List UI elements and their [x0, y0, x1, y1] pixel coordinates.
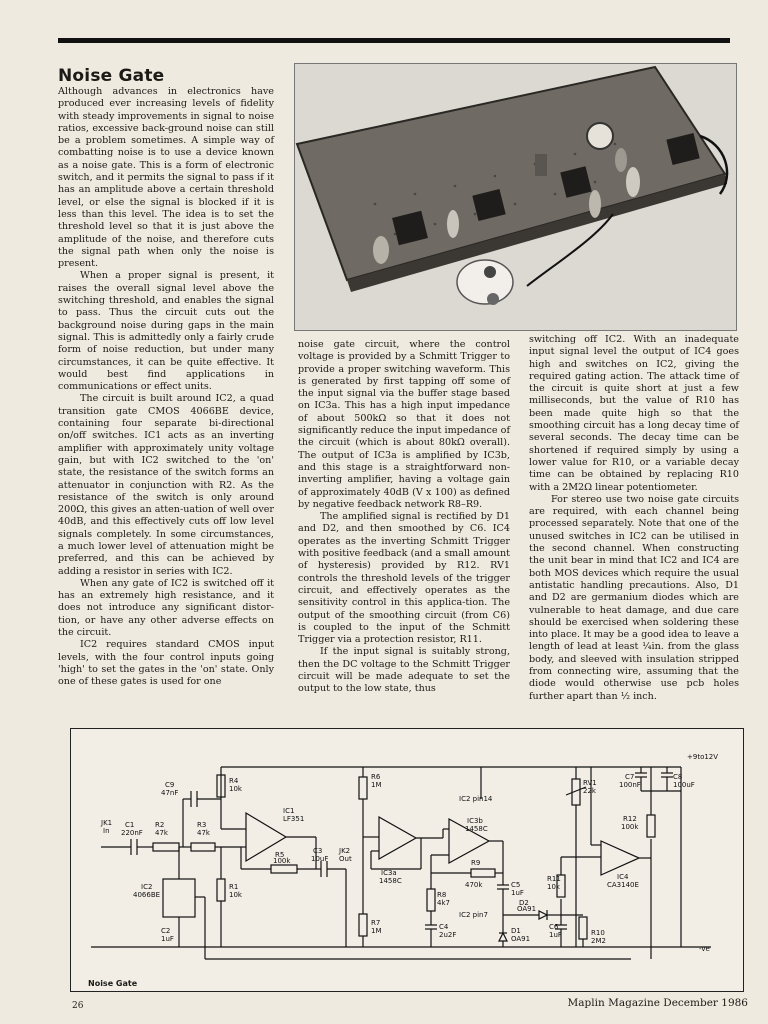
- article-title: Noise Gate: [58, 66, 165, 86]
- paragraph: IC2 requires standard CMOS input levels, with the four control inputs going 'high' to set the gates in the 'on' state. Only one of these gates is used for one: [58, 639, 274, 688]
- label: C9: [165, 781, 175, 789]
- label: In: [103, 827, 110, 835]
- label: R6: [371, 773, 381, 781]
- label: IC2 pin14: [459, 795, 493, 803]
- label: 100k: [273, 857, 291, 865]
- label: 1M: [371, 927, 382, 935]
- label: OA91: [511, 935, 531, 943]
- label: 100uF: [673, 781, 695, 789]
- label: R4: [229, 777, 239, 785]
- label: 2M2: [591, 937, 606, 945]
- label: 10k: [229, 891, 242, 899]
- label: 47k: [155, 829, 168, 837]
- label: 1458C: [379, 877, 402, 885]
- label: D2: [519, 899, 529, 907]
- label: R10: [591, 929, 605, 937]
- label: OA91: [517, 905, 537, 913]
- label: 4066BE: [133, 891, 161, 899]
- paragraph: switching off IC2. With an inadequate input signal level the output of IC4 goes high and switches on IC2, giving the required gating action. The attack time of the circuit is quite short at just a few milliseconds, but the value of R10 has been made quite high so that the smoothing circuit has a long decay time of several seconds. The decay time can be shortened if required simply by using a lower value for R10, or a variable decay time can be obtained by replacing R10 with a 2M2Ω linear potentiometer.: [529, 334, 739, 493]
- label: JK1: [101, 819, 113, 827]
- label: IC2: [141, 883, 153, 891]
- label: C5: [511, 881, 521, 889]
- paragraph: When a proper signal is present, it raises the overall signal level above the switching threshold, and enables the signal to pass. Thus the circuit cuts out the background noise during gaps in the main signal. This is admittedly only a fairly crude form of noise reduction, but under many circumstances, it can be quite effective. It would best find applications in communications or effect units.: [58, 270, 274, 393]
- label: JK2: [339, 847, 351, 855]
- text-column-2: [298, 339, 510, 696]
- label: R12: [623, 815, 637, 823]
- label: 47k: [197, 829, 210, 837]
- label: -ve: [699, 945, 710, 953]
- paragraph: noise gate circuit, where the control voltage is provided by a Schmitt Trigger to provide a proper switching waveform. This is generated by first tapping off some of the input signal via the buffer stage based on IC3a. This has a high input impedance of about 500kΩ so that it does not significantly reduce the input impedance of the circuit (which is about 80kΩ overall). The output of IC3a is amplified by IC3b, and this stage is a straightforward non-inverting amplifier, having a voltage gain of approximately 40dB (V x 100) as defined by negative feedback network R8–R9.: [298, 339, 510, 510]
- label: 2u2F: [439, 931, 457, 939]
- label: R7: [371, 919, 381, 927]
- label: C1: [125, 821, 135, 829]
- label: 220nF: [121, 829, 143, 837]
- label: C2: [161, 927, 171, 935]
- label: D1: [511, 927, 521, 935]
- label: 22k: [583, 787, 596, 795]
- magazine-footer: Maplin Magazine December 1986: [567, 997, 748, 1009]
- paragraph: For stereo use two noise gate circuits are required, with each channel being processed separately. Note that one of the unused switches in IC2 can be utilised in the second channel. When constructing the unit bear in mind that IC2 and IC4 are both MOS devices which require the usual antistatic handling precautions. Also, D1 and D2 are germanium diodes which are vulnerable to heat damage, and due care should be exercised when soldering these into place. It may be a good idea to leave a length of lead at least ¼in. from the glass body, and sleeved with insulation stripped from connecting wire, assuming that the diode would otherwise use pcb holes further apart than ½ inch.: [529, 493, 739, 702]
- label: C3: [313, 847, 323, 855]
- label: R3: [197, 821, 207, 829]
- label: R11: [547, 875, 561, 883]
- label: RV1: [583, 779, 597, 787]
- label: R9: [471, 859, 481, 867]
- label: IC3b: [467, 817, 483, 825]
- label: C8: [673, 773, 683, 781]
- label: C4: [439, 923, 449, 931]
- label: 10k: [229, 785, 242, 793]
- label: 4k7: [437, 899, 450, 907]
- paragraph: The circuit is built around IC2, a quad transition gate CMOS 4066BE device, containing four separate bi-directional on/off switches. IC1 acts as an inverting amplifier with approximately unity voltage gain, but with IC2 switched to the 'on' state, the resistance of the switch forms an attenuator in conjunction with R2. As the resistance of the switch is only around 200Ω, this gives an atten-uation of well over 40dB, and this effectively cuts off low level signals completely. In some circumstances, a much lower level of attenuation might be preferred, and this can be achieved by adding a resistor in series with IC2.: [58, 393, 274, 577]
- label: 10uF: [311, 855, 329, 863]
- paragraph: When any gate of IC2 is switched off it has an extremely high resistance, and it does not introduce any significant distor-tion, or have any other adverse effects on the circuit.: [58, 577, 274, 639]
- label: 100k: [621, 823, 639, 831]
- text-column-1: [58, 86, 274, 689]
- label: 1uF: [161, 935, 174, 943]
- label: IC3a: [381, 869, 397, 877]
- circuit-board-photo: [294, 63, 737, 331]
- label: CA3140E: [607, 881, 639, 889]
- label: R8: [437, 891, 447, 899]
- schematic-caption: Noise Gate: [88, 979, 138, 988]
- label: 10k: [547, 883, 560, 891]
- circuit-schematic: [70, 728, 744, 992]
- paragraph: The amplified signal is rectified by D1 and D2, and then smoothed by C6. IC4 operates as the inverting Schmitt Trigger with positive feedback (and a small amount of hysteresis) provided by R12. RV1 controls the threshold levels of the trigger circuit, and effectively operates as the sensitivity control in this applica-tion. The output of the smoothing circuit (from C6) is coupled to the input of the Schmitt Trigger via a protection resistor, R11.: [298, 511, 510, 646]
- label: 1uF: [511, 889, 524, 897]
- label: 1458C: [465, 825, 488, 833]
- label: IC4: [617, 873, 629, 881]
- label: C7: [625, 773, 635, 781]
- label: 100nF: [619, 781, 641, 789]
- label: C6: [549, 923, 559, 931]
- text-column-3: [529, 334, 739, 703]
- page-number: 26: [72, 1001, 84, 1011]
- label: LF351: [283, 815, 305, 823]
- label: Out: [339, 855, 352, 863]
- label: R5: [275, 851, 285, 859]
- label: IC1: [283, 807, 295, 815]
- label: R1: [229, 883, 239, 891]
- label: R2: [155, 821, 165, 829]
- label: 470k: [465, 881, 483, 889]
- label: +9to12V: [687, 753, 719, 761]
- label: 1M: [371, 781, 382, 789]
- paragraph: Although advances in electronics have produced ever increasing levels of fidelity with steady improvements in signal to noise ratios, excessive back-ground noise can still be a problem sometimes. A simple way of combatting noise is to use a device known as a noise gate. This is a form of electronic switch, and it permits the signal to pass if it has an amplitude above a certain threshold level, or else the signal is blocked if it is less than this level. The idea is to set the threshold level so that it is just above the amplitude of the noise, and therefore cuts the signal path when only the noise is present.: [58, 86, 274, 270]
- paragraph: If the input signal is suitably strong, then the DC voltage to the Schmitt Trigger circuit will be made adequate to set the output to the low state, thus: [298, 646, 510, 695]
- label: 1uF: [549, 931, 562, 939]
- top-rule: [58, 38, 730, 43]
- label: 47nF: [161, 789, 179, 797]
- label: IC2 pin7: [459, 911, 488, 919]
